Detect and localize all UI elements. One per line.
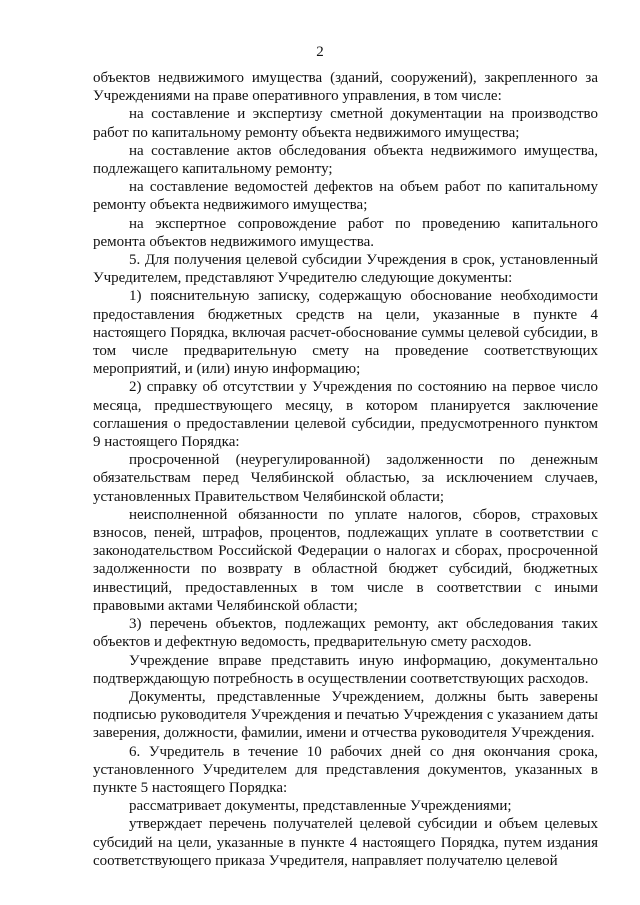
paragraph: 5. Для получения целевой субсидии Учреждения в срок, установленный Учредителем, представляют Учредителю следующие документы:: [93, 252, 598, 287]
document-body: [93, 69, 598, 870]
paragraph: на экспертное сопровождение работ по проведению капитального ремонта объектов недвижимого имущества.: [93, 215, 598, 250]
paragraph: утверждает перечень получателей целевой субсидии и объем целевых субсидий на цели, указанные в пункте 4 настоящего Порядка, путем издания соответствующего приказа Учредителя, направляет получателю целевой: [93, 816, 598, 869]
paragraph: Учреждение вправе представить иную информацию, документально подтверждающую потребность в осуществлении соответствующих расходов.: [93, 652, 598, 687]
paragraph: рассматривает документы, представленные Учреждениями;: [129, 798, 512, 815]
paragraph: на составление ведомостей дефектов на объем работ по капитальному ремонту объекта недвижимого имущества;: [93, 179, 598, 214]
paragraph: Документы, представленные Учреждением, должны быть заверены подписью руководителя Учреждения и печатью Учреждения с указанием даты заверения, должности, фамилии, имени и отчества руководителя Учреждения.: [93, 688, 598, 742]
paragraph: на составление актов обследования объекта недвижимого имущества, подлежащего капитальному ремонту;: [93, 142, 598, 178]
paragraph: на составление и экспертизу сметной документации на производство работ по капитальному ремонту объекта недвижимого имущества;: [93, 106, 598, 141]
paragraph: объектов недвижимого имущества (зданий, сооружений), закрепленного за Учреждениями на праве оперативного управления, в том числе:: [93, 70, 598, 105]
paragraph: неисполненной обязанности по уплате налогов, сборов, страховых взносов, пеней, штрафов, процентов, подлежащих уплате в соответствии с законодательством Российской Федерации о налогах и сборах, просроченной задолженности по возврату в областной бюджет субсидий, бюджетных инвестиций, предоставленных в том числе в соответствии с иными правовыми актами Челябинской области;: [93, 506, 598, 614]
paragraph: 6. Учредитель в течение 10 рабочих дней со дня окончания срока, установленного Учредителем для представления документов, указанных в пункте 5 настоящего Порядка:: [93, 743, 598, 796]
paragraph: 1) пояснительную записку, содержащую обоснование необходимости предоставления бюджетных средств на цели, указанные в пункте 4 настоящего Порядка, включая расчет-обоснование суммы целевой субсидии, в том числе предварительную смету на проведение соответствующих мероприятий, и (или) иную информацию;: [93, 288, 598, 378]
page-number: 2: [316, 44, 324, 60]
paragraph: 3) перечень объектов, подлежащих ремонту, акт обследования таких объектов и дефектную ведомость, предварительную смету расходов.: [93, 616, 598, 651]
paragraph: просроченной (неурегулированной) задолженности по денежным обязательствам перед Челябинской областью, за исключением случаев, установленных Правительством Челябинской области;: [93, 452, 598, 505]
paragraph: 2) справку об отсутствии у Учреждения по состоянию на первое число месяца, предшествующего месяцу, в котором планируется заключение соглашения о предоставлении целевой субсидии, предусмотренного пунктом 9 настоящего Порядка:: [93, 379, 598, 451]
